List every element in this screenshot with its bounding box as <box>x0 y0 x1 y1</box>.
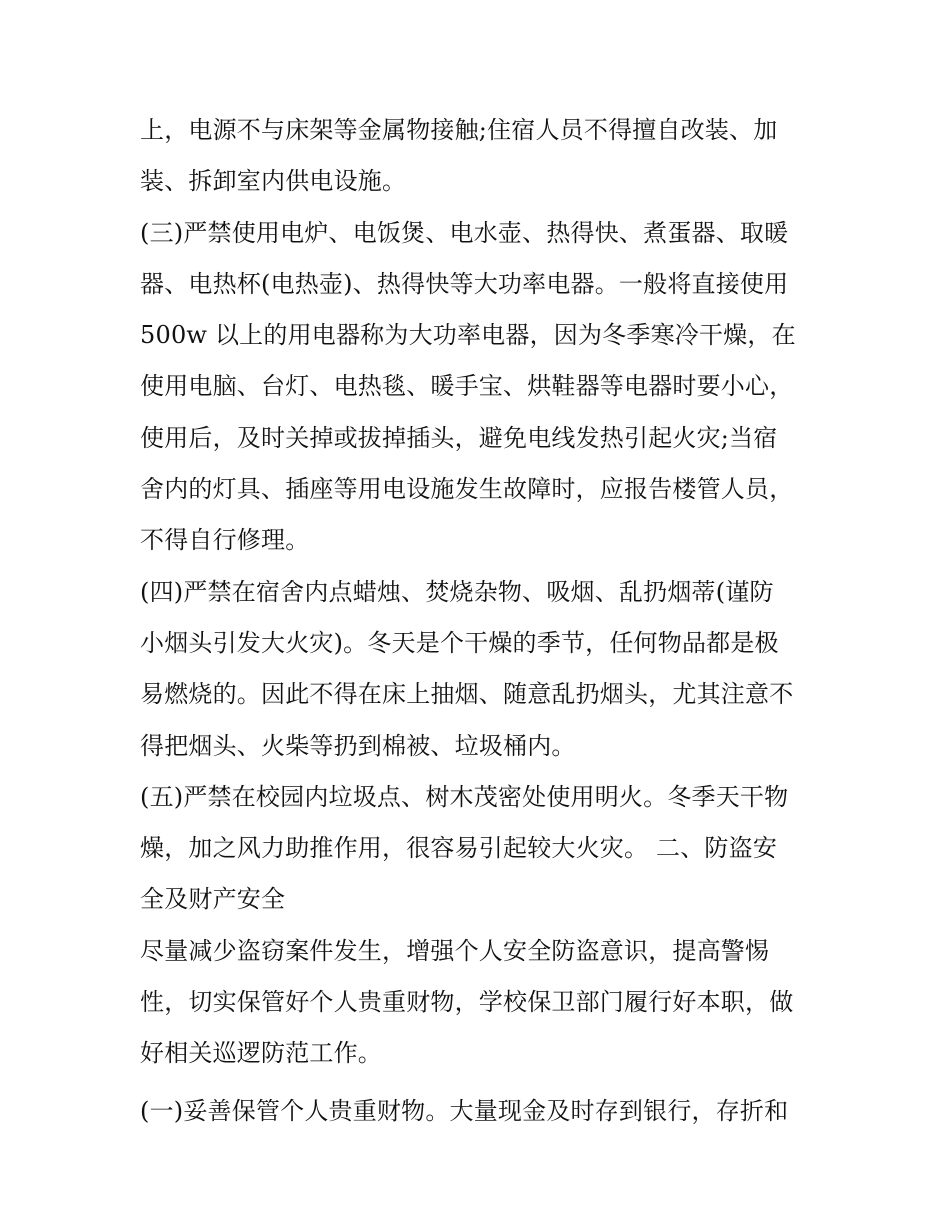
text-line: 使用后，及时关掉或拔掉插头，避免电线发热引起火灾;当宿 <box>140 423 778 452</box>
text-line: 装、拆卸室内供电设施。 <box>140 167 407 196</box>
text-line: 性，切实保管好个人贵重财物，学校保卫部门履行好本职，做 <box>140 988 794 1017</box>
text-line: 使用电脑、台灯、电热毯、暖手宝、烘鞋器等电器时要小心， <box>140 372 794 401</box>
text-line: 全及财产安全 <box>140 885 286 914</box>
text-line: 燥，加之风力助推作用，很容易引起较大火灾。 二、防盗安 <box>140 834 778 863</box>
text-line: 500w 以上的用电器称为大功率电器，因为冬季寒冷干燥，在 <box>140 321 796 350</box>
text-line: 上，电源不与床架等金属物接触;住宿人员不得擅自改装、加 <box>140 116 778 144</box>
text-line: (四)严禁在宿舍内点蜡烛、焚烧杂物、吸烟、乱扔烟蒂(谨防 <box>140 577 774 606</box>
text-line: 好相关巡逻防范工作。 <box>140 1039 382 1068</box>
text-line: 器、电热杯(电热壶)、热得快等大功率电器。一般将直接使用 <box>140 269 789 298</box>
text-line: 不得自行修理。 <box>140 526 310 555</box>
document-body <box>140 105 820 1137</box>
text-line: 舍内的灯具、插座等用电设施发生故障时，应报告楼管人员， <box>140 475 794 504</box>
text-line: 小烟头引发大火灾)。冬天是个干燥的季节，任何物品都是极 <box>140 628 779 657</box>
text-line: (五)严禁在校园内垃圾点、树木茂密处使用明火。冬季天干物 <box>140 782 789 811</box>
text-line: (三)严禁使用电炉、电饭煲、电水壶、热得快、煮蛋器、取暖 <box>140 218 789 247</box>
text-line: 易燃烧的。因此不得在床上抽烟、随意乱扔烟头，尤其注意不 <box>140 680 794 709</box>
text-line: 尽量减少盗窃案件发生，增强个人安全防盗意识，提高警惕 <box>140 936 770 965</box>
text-line: 得把烟头、火柴等扔到棉被、垃圾桶内。 <box>140 731 576 760</box>
text-line: (一)妥善保管个人贵重财物。大量现金及时存到银行，存折和 <box>140 1096 789 1125</box>
